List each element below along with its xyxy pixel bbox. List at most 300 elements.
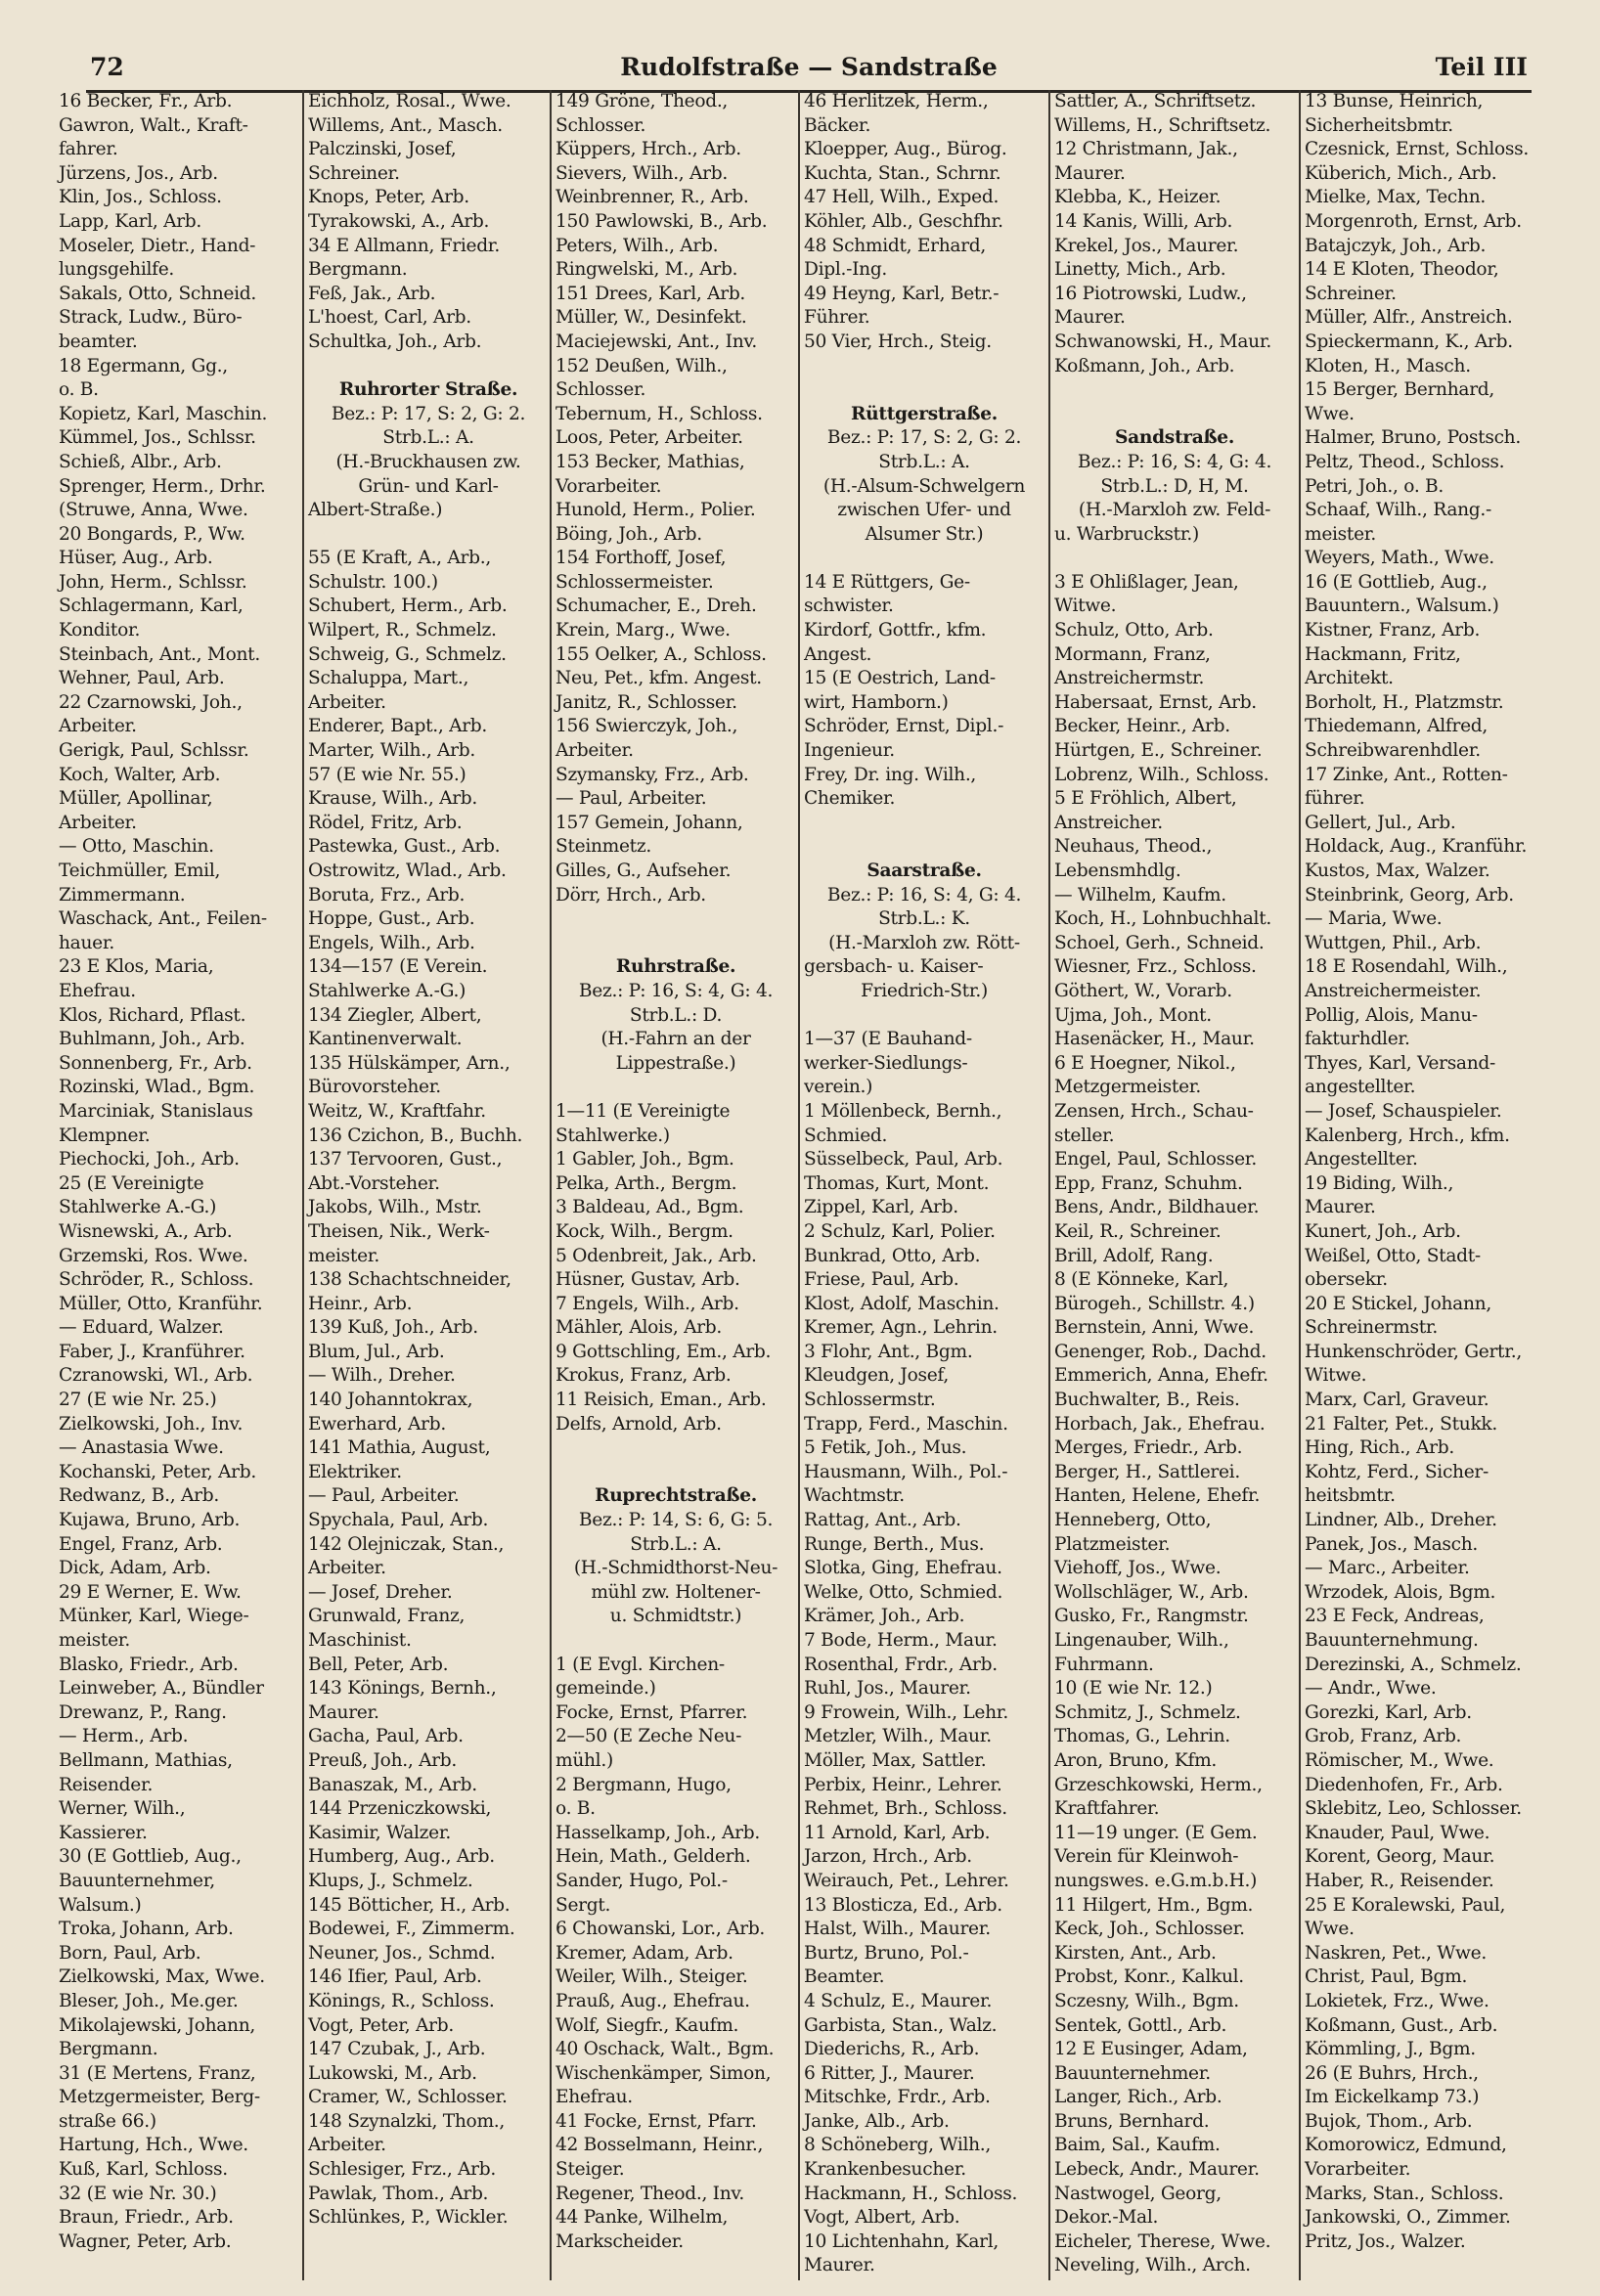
directory-entry: 144 Przeniczkowski, bbox=[308, 1798, 492, 1820]
directory-entry: Schlosser. bbox=[556, 379, 646, 401]
directory-entry: Banaszak, M., Arb. bbox=[308, 1774, 477, 1795]
directory-entry: Heinr., Arb. bbox=[308, 1293, 413, 1314]
directory-entry: Teichmüller, Emil, bbox=[59, 861, 221, 881]
directory-entry: Moseler, Dietr., Hand- bbox=[59, 235, 256, 256]
directory-entry: Regener, Theod., Inv. bbox=[556, 2183, 744, 2204]
directory-entry: 20 Bongards, P., Ww. bbox=[59, 523, 245, 545]
directory-entry: 47 Hell, Wilh., Exped. bbox=[804, 187, 1000, 208]
directory-entry: Wolf, Siegfr., Kaufm. bbox=[556, 2014, 739, 2036]
directory-entry: Mielke, Max, Techn. bbox=[1305, 187, 1486, 208]
directory-entry bbox=[800, 812, 1048, 836]
directory-entry: Krankenbesucher. bbox=[804, 2159, 966, 2181]
directory-entry: Kock, Wilh., Bergm. bbox=[556, 1220, 733, 1242]
directory-entry: 4 Schulz, E., Maurer. bbox=[804, 1990, 993, 2011]
directory-entry: Maurer. bbox=[1305, 1197, 1376, 1218]
directory-entry: Rozinski, Wlad., Bgm. bbox=[59, 1077, 255, 1098]
directory-entry: 19 Biding, Wilh., bbox=[1305, 1172, 1454, 1194]
street-info: (H.-Bruckhausen zw. bbox=[335, 451, 521, 472]
column-3 bbox=[550, 90, 800, 2280]
directory-entry: Hoppe, Gust., Arb. bbox=[308, 908, 475, 930]
directory-entry: steller. bbox=[1054, 1125, 1115, 1146]
directory-entry: Chemiker. bbox=[804, 788, 896, 810]
directory-entry: Slotka, Ging, Ehefrau. bbox=[804, 1558, 1002, 1579]
directory-entry: gemeinde.) bbox=[556, 1678, 656, 1700]
directory-entry: 6 E Hoegner, Nikol., bbox=[1054, 1052, 1236, 1074]
directory-entry: Kirsten, Ant., Arb. bbox=[1054, 1942, 1217, 1964]
directory-entry bbox=[800, 355, 1048, 379]
directory-entry: Kohtz, Ferd., Sicher- bbox=[1305, 1461, 1489, 1482]
directory-entry: Jakobs, Wilh., Mstr. bbox=[308, 1197, 482, 1218]
directory-entry bbox=[800, 835, 1048, 860]
directory-entry: Kochanski, Peter, Arb. bbox=[59, 1461, 256, 1482]
column-1 bbox=[55, 90, 303, 2280]
directory-entry: Weitz, W., Kraftfahr. bbox=[308, 1100, 486, 1122]
directory-entry: Vogt, Albert, Arb. bbox=[804, 2207, 960, 2229]
street-info: (H.-Marxloh zw. Rött- bbox=[828, 932, 1020, 953]
directory-entry: Lobrenz, Wilh., Schloss. bbox=[1054, 764, 1269, 785]
directory-entry: Ringwelski, M., Arb. bbox=[556, 259, 738, 281]
directory-entry: Witwe. bbox=[1054, 596, 1117, 617]
directory-entry: Schreiner. bbox=[1305, 283, 1397, 304]
street-info: Grün- und Karl- bbox=[358, 475, 499, 497]
directory-entry: 14 E Rüttgers, Ge- bbox=[804, 571, 970, 593]
directory-entry: Dipl.-Ing. bbox=[804, 259, 888, 281]
directory-entry: Markscheider. bbox=[556, 2230, 684, 2252]
directory-entry: Frey, Dr. ing. Wilh., bbox=[804, 764, 977, 785]
directory-entry: Humberg, Aug., Arb. bbox=[308, 1846, 495, 1868]
directory-entry: Rehmet, Brh., Schloss. bbox=[804, 1798, 1007, 1820]
directory-entry: Schreibwarenhdler. bbox=[1305, 740, 1481, 762]
directory-entry: Thiedemann, Alfred, bbox=[1305, 716, 1488, 737]
directory-entry: Kassierer. bbox=[59, 1822, 148, 1843]
directory-entry: 136 Czichon, B., Buchh. bbox=[308, 1125, 523, 1146]
directory-entry: Koßmann, Gust., Arb. bbox=[1305, 2014, 1498, 2036]
directory-entry: 135 Hülskämper, Arn., bbox=[308, 1052, 511, 1074]
directory-entry: Blasko, Friedr., Arb. bbox=[59, 1654, 239, 1675]
directory-entry: Möller, Max, Sattler. bbox=[804, 1749, 987, 1771]
directory-entry: Hing, Rich., Arb. bbox=[1305, 1437, 1454, 1459]
directory-entry: Wisnewski, A., Arb. bbox=[59, 1220, 233, 1242]
directory-entry: Brill, Adolf, Rang. bbox=[1054, 1245, 1214, 1266]
directory-entry: 15 Berger, Bernhard, bbox=[1305, 379, 1494, 401]
directory-entry: Burtz, Bruno, Pol.- bbox=[804, 1942, 969, 1964]
directory-entry: Metzgermeister, Berg- bbox=[59, 2087, 260, 2108]
directory-entry: Arbeiter. bbox=[59, 812, 137, 833]
directory-entry: Ehefrau. bbox=[556, 2087, 633, 2108]
street-info: (H.-Alsum-Schwelgern bbox=[822, 475, 1026, 497]
directory-entry: Kistner, Franz, Arb. bbox=[1305, 620, 1481, 641]
directory-entry: 14 Kanis, Willi, Arb. bbox=[1054, 210, 1233, 232]
directory-entry: Hausmann, Wilh., Pol.- bbox=[804, 1461, 1008, 1482]
directory-entry: Eicheler, Therese, Wwe. bbox=[1054, 2230, 1271, 2252]
directory-entry: 18 Egermann, Gg., bbox=[59, 355, 228, 376]
directory-entry: 29 E Werner, E. Ww. bbox=[59, 1581, 242, 1603]
directory-entry: — Marc., Arbeiter. bbox=[1305, 1558, 1470, 1579]
directory-entry: Klos, Richard, Pflast. bbox=[59, 1004, 246, 1026]
directory-entry: 40 Oschack, Walt., Bgm. bbox=[556, 2039, 775, 2060]
directory-entry: Hackmann, H., Schloss. bbox=[804, 2183, 1018, 2204]
directory-entry: Spieckermann, K., Arb. bbox=[1305, 331, 1513, 352]
directory-entry: Steinmetz. bbox=[556, 836, 651, 858]
directory-entry: meister. bbox=[59, 1630, 130, 1651]
directory-entry: Angestellter. bbox=[1305, 1149, 1418, 1170]
directory-entry: Bürovorsteher. bbox=[308, 1077, 441, 1098]
directory-entry: meister. bbox=[1305, 523, 1376, 545]
directory-entry: Weirauch, Pet., Lehrer. bbox=[804, 1870, 1009, 1891]
directory-entry: Kirdorf, Gottfr., kfm. bbox=[804, 620, 987, 641]
directory-entry: 150 Pawlowski, B., Arb. bbox=[556, 210, 768, 232]
directory-entry: 13 Bunse, Heinrich, bbox=[1305, 91, 1484, 111]
directory-entry: John, Herm., Schlssr. bbox=[59, 571, 247, 593]
directory-entry: Kalenberg, Hrch., kfm. bbox=[1305, 1125, 1510, 1146]
directory-entry: Naskren, Pet., Wwe. bbox=[1305, 1942, 1487, 1964]
street-info: (H.-Schmidthorst-Neu- bbox=[573, 1558, 778, 1579]
directory-entry bbox=[552, 932, 800, 956]
directory-entry: Pastewka, Gust., Arb. bbox=[308, 836, 501, 858]
directory-entry: Grzeschkowski, Herm., bbox=[1054, 1774, 1263, 1795]
directory-entry: 34 E Allmann, Friedr. bbox=[308, 235, 500, 256]
street-info: Strb.L.: A. bbox=[630, 1533, 722, 1555]
directory-entry: Kuß, Karl, Schloss. bbox=[59, 2159, 228, 2181]
directory-entry: Steinbrink, Georg, Arb. bbox=[1305, 884, 1514, 905]
directory-entry: Schulstr. 100.) bbox=[308, 571, 438, 593]
directory-entry: Grunwald, Franz, bbox=[308, 1606, 466, 1627]
directory-entry: 6 Ritter, J., Maurer. bbox=[804, 2062, 975, 2084]
directory-entry: 30 (E Gottlieb, Aug., bbox=[59, 1846, 242, 1868]
directory-entry: 1 Möllenbeck, Bernh., bbox=[804, 1100, 1002, 1122]
street-info: Friedrich-Str.) bbox=[861, 980, 988, 1001]
directory-entry: Schlossermeister. bbox=[556, 571, 714, 593]
directory-entry: 11 Arnold, Karl, Arb. bbox=[804, 1822, 991, 1843]
directory-entry: Gellert, Jul., Arb. bbox=[1305, 812, 1456, 833]
directory-entry: u. Warbruckstr.) bbox=[1054, 523, 1199, 545]
directory-entry: Hunold, Herm., Polier. bbox=[556, 500, 756, 521]
directory-entry: Wollschläger, W., Arb. bbox=[1054, 1581, 1249, 1603]
directory-entry: Wachtmstr. bbox=[804, 1485, 905, 1507]
directory-entry: 57 (E wie Nr. 55.) bbox=[308, 764, 467, 785]
directory-entry: Hasenäcker, H., Maur. bbox=[1054, 1029, 1255, 1050]
directory-entry: Kustos, Max, Walzer. bbox=[1305, 861, 1490, 881]
directory-entry: Janke, Alb., Arb. bbox=[804, 2110, 950, 2132]
directory-entry: Palczinski, Josef, bbox=[308, 139, 457, 160]
directory-entry: Boruta, Frz., Arb. bbox=[308, 884, 466, 905]
directory-entry: Reisender. bbox=[59, 1774, 154, 1795]
directory-entry: 155 Oelker, A., Schloss. bbox=[556, 643, 767, 665]
directory-entry: Maurer. bbox=[804, 2255, 875, 2276]
directory-entry: 154 Forthoff, Josef, bbox=[556, 548, 727, 569]
directory-entry: Langer, Rich., Arb. bbox=[1054, 2087, 1222, 2108]
street-info: (H.-Fahrn an der bbox=[600, 1029, 751, 1050]
directory-entry: 134 Ziegler, Albert, bbox=[308, 1004, 482, 1026]
street-info: Bez.: P: 14, S: 6, G: 5. bbox=[578, 1510, 774, 1531]
directory-entry: 5 Fetik, Joh., Mus. bbox=[804, 1437, 967, 1459]
directory-entry: Tebernum, H., Schloss. bbox=[556, 403, 763, 424]
directory-entry: hauer. bbox=[59, 932, 114, 953]
section-label: Teil III bbox=[1435, 53, 1528, 81]
directory-entry: Zielkowski, Max, Wwe. bbox=[59, 1966, 265, 1988]
directory-entry: Ruhl, Jos., Maurer. bbox=[804, 1678, 971, 1700]
directory-entry: Krein, Marg., Wwe. bbox=[556, 620, 731, 641]
directory-entry: Rödel, Fritz, Arb. bbox=[308, 812, 463, 833]
directory-entry: Schlagermann, Karl, bbox=[59, 596, 244, 617]
directory-entry: Anstreicher. bbox=[1054, 812, 1163, 833]
directory-entry: 27 (E wie Nr. 25.) bbox=[59, 1390, 217, 1411]
directory-entry: Klebba, K., Heizer. bbox=[1054, 187, 1222, 208]
directory-entry: Eichholz, Rosal., Wwe. bbox=[308, 91, 511, 111]
directory-entry: Redwanz, B., Arb. bbox=[59, 1485, 219, 1507]
directory-entry: Vogt, Peter, Arb. bbox=[308, 2014, 454, 2036]
directory-entry: Schröder, R., Schloss. bbox=[59, 1269, 254, 1291]
directory-entry: 20 E Stickel, Johann, bbox=[1305, 1293, 1491, 1314]
directory-entry: Hanten, Helene, Ehefr. bbox=[1054, 1485, 1261, 1507]
directory-entry: Sentek, Gottl., Arb. bbox=[1054, 2014, 1227, 2036]
directory-entry: Loos, Peter, Arbeiter. bbox=[556, 427, 743, 449]
directory-entry: Maciejewski, Ant., Inv. bbox=[556, 331, 757, 352]
directory-entry: Lingenauber, Wilh., bbox=[1054, 1630, 1229, 1651]
directory-entry: Thomas, G., Lehrin. bbox=[1054, 1726, 1230, 1747]
directory-entry: mühl.) bbox=[556, 1749, 613, 1771]
directory-entry: Abt.-Vorsteher. bbox=[308, 1172, 440, 1194]
directory-entry: Zensen, Hrch., Schau- bbox=[1054, 1100, 1254, 1122]
directory-entry: heitsbmtr. bbox=[1305, 1485, 1396, 1507]
directory-entry: Bergmann. bbox=[308, 259, 408, 281]
directory-entry: Sicherheitsbmtr. bbox=[1305, 114, 1453, 136]
directory-entry bbox=[552, 1436, 800, 1461]
directory-entry: 142 Olejniczak, Stan., bbox=[308, 1533, 505, 1555]
directory-entry: 23 E Klos, Maria, bbox=[59, 956, 214, 978]
directory-entry: Neveling, Wilh., Arch. bbox=[1054, 2255, 1251, 2276]
directory-entry bbox=[1050, 403, 1299, 427]
directory-entry: Walsum.) bbox=[59, 1894, 142, 1916]
directory-entry: Bens, Andr., Bildhauer. bbox=[1054, 1197, 1260, 1218]
directory-entry bbox=[800, 378, 1048, 403]
street-info: Strb.L.: K. bbox=[878, 908, 970, 930]
directory-entry: Koch, Walter, Arb. bbox=[59, 764, 221, 785]
directory-entry: Böing, Joh., Arb. bbox=[556, 523, 702, 545]
directory-entry: Führer. bbox=[804, 307, 870, 329]
directory-entry: lungsgehilfe. bbox=[59, 259, 175, 281]
directory-entry: Viehoff, Jos., Wwe. bbox=[1054, 1558, 1222, 1579]
directory-entry: Bellmann, Mathias, bbox=[59, 1749, 233, 1771]
directory-entry: Sattler, A., Schriftsetz. bbox=[1054, 91, 1257, 111]
page-title: Rudolfstraße — Sandstraße bbox=[620, 53, 998, 81]
directory-entry: Bodewei, F., Zimmerm. bbox=[308, 1919, 515, 1940]
directory-entry: Spychala, Paul, Arb. bbox=[308, 1510, 489, 1531]
directory-entry: Maurer. bbox=[1054, 162, 1126, 184]
directory-entry: Christ, Paul, Bgm. bbox=[1305, 1966, 1468, 1988]
directory-entry: Keck, Joh., Schlosser. bbox=[1054, 1919, 1245, 1940]
street-info: u. Schmidtstr.) bbox=[609, 1606, 742, 1627]
directory-entry: Schoel, Gerh., Schneid. bbox=[1054, 932, 1265, 953]
directory-entry: Weiler, Wilh., Steiger. bbox=[556, 1966, 748, 1988]
directory-entry: Piechocki, Joh., Arb. bbox=[59, 1149, 240, 1170]
directory-entry: Arbeiter. bbox=[308, 691, 386, 713]
directory-entry: — Wilh., Dreher. bbox=[308, 1365, 456, 1387]
directory-entry: Schlosser. bbox=[556, 114, 646, 136]
directory-entry: 10 (E wie Nr. 12.) bbox=[1054, 1678, 1213, 1700]
directory-entry: Marks, Stan., Schloss. bbox=[1305, 2183, 1504, 2204]
directory-entry: Halst, Wilh., Maurer. bbox=[804, 1919, 991, 1940]
directory-entry: Hüser, Aug., Arb. bbox=[59, 548, 213, 569]
directory-entry: Weißel, Otto, Stadt- bbox=[1305, 1245, 1481, 1266]
directory-entry: Emmerich, Anna, Ehefr. bbox=[1054, 1365, 1268, 1387]
directory-entry bbox=[304, 523, 553, 548]
directory-entry: Engel, Franz, Arb. bbox=[59, 1533, 223, 1555]
directory-entry: Münker, Karl, Wiege- bbox=[59, 1606, 249, 1627]
directory-entry: Pritz, Jos., Walzer. bbox=[1305, 2230, 1466, 2252]
directory-entry: Werner, Wilh., bbox=[59, 1798, 186, 1820]
directory-entry: 10 Lichtenhahn, Karl, bbox=[804, 2230, 999, 2252]
directory-entry: 13 Blosticza, Ed., Arb. bbox=[804, 1894, 1002, 1916]
directory-entry: Anstreichermeister. bbox=[1305, 980, 1482, 1001]
directory-entry: — Herm., Arb. bbox=[59, 1726, 189, 1747]
directory-entry: Bunkrad, Otto, Arb. bbox=[804, 1245, 981, 1266]
directory-entry: Bleser, Joh., Me.ger. bbox=[59, 1990, 239, 2011]
directory-entry: Nastwogel, Georg, bbox=[1054, 2183, 1222, 2204]
directory-entry: Thyes, Karl, Versand- bbox=[1305, 1052, 1495, 1074]
directory-entry: Wrzodek, Alois, Bgm. bbox=[1305, 1581, 1496, 1603]
directory-entry: — Otto, Maschin. bbox=[59, 836, 214, 858]
directory-entry: Schubert, Herm., Arb. bbox=[308, 596, 508, 617]
directory-entry: Stahlwerke A.-G.) bbox=[308, 980, 467, 1001]
directory-entry: Kömmling, J., Bgm. bbox=[1305, 2039, 1476, 2060]
directory-entry: 1 (E Evgl. Kirchen- bbox=[556, 1654, 725, 1675]
page-header bbox=[86, 49, 1532, 93]
directory-entry: Schlünkes, P., Wickler. bbox=[308, 2207, 509, 2229]
directory-entry bbox=[1050, 378, 1299, 403]
directory-entry: Kremer, Agn., Lehrin. bbox=[804, 1317, 998, 1339]
directory-entry: Faber, J., Kranführer. bbox=[59, 1341, 245, 1362]
directory-entry: Hein, Math., Gelderh. bbox=[556, 1846, 751, 1868]
directory-entry: gersbach- u. Kaiser- bbox=[804, 956, 984, 978]
directory-entry: 9 Gottschling, Em., Arb. bbox=[556, 1341, 772, 1362]
directory-entry: Enderer, Bapt., Arb. bbox=[308, 716, 487, 737]
directory-entry: Aron, Bruno, Kfm. bbox=[1054, 1749, 1218, 1771]
directory-entry: 11 Hilgert, Hm., Bgm. bbox=[1054, 1894, 1254, 1916]
directory-entry: fahrer. bbox=[59, 139, 118, 160]
directory-entry: Könings, R., Schloss. bbox=[308, 1990, 495, 2011]
directory-entry: (Struwe, Anna, Wwe. bbox=[59, 500, 248, 521]
directory-entry: 146 Ifier, Paul, Arb. bbox=[308, 1966, 482, 1988]
directory-entry: 11—19 unger. (E Gem. bbox=[1054, 1822, 1258, 1843]
directory-entry: Stahlwerke.) bbox=[556, 1125, 670, 1146]
directory-entry: fakturhdler. bbox=[1305, 1029, 1410, 1050]
directory-entry: 8 Schöneberg, Wilh., bbox=[804, 2135, 992, 2156]
directory-entry: Gacha, Paul, Arb. bbox=[308, 1726, 464, 1747]
directory-entry: 41 Focke, Ernst, Pfarr. bbox=[556, 2110, 757, 2132]
directory-entry: Drewanz, P., Rang. bbox=[59, 1701, 227, 1723]
directory-entry bbox=[552, 907, 800, 932]
directory-entry: Klempner. bbox=[59, 1125, 151, 1146]
column-2 bbox=[302, 90, 553, 2280]
directory-entry: Schulz, Otto, Arb. bbox=[1054, 620, 1214, 641]
directory-entry: Prauß, Aug., Ehefrau. bbox=[556, 1990, 750, 2011]
directory-entry: Wiesner, Frz., Schloss. bbox=[1054, 956, 1257, 978]
directory-entry: Metzler, Wilh., Maur. bbox=[804, 1726, 992, 1747]
directory-entry: Diederichs, R., Arb. bbox=[804, 2039, 980, 2060]
directory-entry: Sczesny, Wilh., Bgm. bbox=[1054, 1990, 1239, 2011]
directory-entry: Kopietz, Karl, Maschin. bbox=[59, 403, 268, 424]
directory-entry: Küppers, Hrch., Arb. bbox=[556, 139, 741, 160]
directory-entry: Weinbrenner, R., Arb. bbox=[556, 187, 749, 208]
directory-entry: 145 Bötticher, H., Arb. bbox=[308, 1894, 511, 1916]
directory-entry: Schwanowski, H., Maur. bbox=[1054, 331, 1271, 352]
directory-entry: Linetty, Mich., Arb. bbox=[1054, 259, 1226, 281]
directory-entry: Perbix, Heinr., Lehrer. bbox=[804, 1774, 1002, 1795]
directory-entry: Hüsner, Gustav, Arb. bbox=[556, 1269, 740, 1291]
directory-entry: 12 Christmann, Jak., bbox=[1054, 139, 1238, 160]
directory-entry: Anstreichermstr. bbox=[1054, 668, 1205, 689]
directory-entry: Sergt. bbox=[556, 1894, 611, 1916]
directory-entry: Wehner, Paul, Arb. bbox=[59, 668, 225, 689]
directory-entry: Schaaf, Wilh., Rang.- bbox=[1305, 500, 1492, 521]
directory-entry: Hürtgen, E., Schreiner. bbox=[1054, 740, 1263, 762]
directory-entry: Willems, Ant., Masch. bbox=[308, 114, 503, 136]
directory-entry: Becker, Heinr., Arb. bbox=[1054, 716, 1230, 737]
street-info: Strb.L.: D. bbox=[629, 1004, 723, 1026]
directory-entry: 2 Bergmann, Hugo, bbox=[556, 1774, 732, 1795]
directory-entry: Braun, Friedr., Arb. bbox=[59, 2207, 234, 2229]
directory-entry: Focke, Ernst, Pfarrer. bbox=[556, 1701, 748, 1723]
directory-entry: 6 Chowanski, Lor., Arb. bbox=[556, 1919, 766, 1940]
street-info: (H.-Marxloh zw. Feld- bbox=[1078, 500, 1271, 521]
directory-entry: Neuner, Jos., Schmd. bbox=[308, 1942, 496, 1964]
directory-entry: 138 Schachtschneider, bbox=[308, 1269, 511, 1291]
page-number: 72 bbox=[90, 53, 124, 81]
directory-entry: Kümmel, Jos., Schlssr. bbox=[59, 427, 256, 449]
directory-entry: Koch, H., Lohnbuchhalt. bbox=[1054, 908, 1271, 930]
directory-entry: Gawron, Walt., Kraft- bbox=[59, 114, 248, 136]
directory-entry: 46 Herlitzek, Herm., bbox=[804, 91, 989, 111]
directory-entry: Dörr, Hrch., Arb. bbox=[556, 884, 706, 905]
directory-entry: Thomas, Kurt, Mont. bbox=[804, 1172, 990, 1194]
directory-entry: Albert-Straße.) bbox=[308, 500, 443, 521]
directory-entry: Ehefrau. bbox=[59, 980, 136, 1001]
directory-entry: Lebeck, Andr., Maurer. bbox=[1054, 2159, 1260, 2181]
directory-entry: Beamter. bbox=[804, 1966, 885, 1988]
street-info: Lippestraße.) bbox=[615, 1052, 736, 1074]
directory-entry: Theisen, Nik., Werk- bbox=[308, 1220, 490, 1242]
directory-entry bbox=[552, 1461, 800, 1485]
directory-entry: Schaluppa, Mart., bbox=[308, 668, 469, 689]
street-heading: Ruhrstraße. bbox=[615, 956, 736, 978]
directory-entry: 44 Panke, Wilhelm, bbox=[556, 2207, 729, 2229]
directory-entry: Krekel, Jos., Maurer. bbox=[1054, 235, 1239, 256]
directory-entry: Korent, Georg, Maur. bbox=[1305, 1846, 1495, 1868]
directory-entry: Halmer, Bruno, Postsch. bbox=[1305, 427, 1521, 449]
directory-entry: 31 (E Mertens, Franz, bbox=[59, 2062, 256, 2084]
directory-entry: Born, Paul, Arb. bbox=[59, 1942, 201, 1964]
directory-entry: Runge, Berth., Mus. bbox=[804, 1533, 985, 1555]
directory-entry: Schreinermstr. bbox=[1305, 1317, 1439, 1339]
directory-entry: 21 Falter, Pet., Stukk. bbox=[1305, 1413, 1497, 1435]
directory-entry: Rosenthal, Frdr., Arb. bbox=[804, 1654, 998, 1675]
directory-entry: — Josef, Schauspieler. bbox=[1305, 1100, 1502, 1122]
directory-entry: Kunert, Joh., Arb. bbox=[1305, 1220, 1461, 1242]
directory-entry: — Paul, Arbeiter. bbox=[308, 1485, 460, 1507]
directory-entry: 55 (E Kraft, A., Arb., bbox=[308, 548, 491, 569]
directory-entry: 16 Piotrowski, Ludw., bbox=[1054, 283, 1247, 304]
directory-entry: 23 E Feck, Andreas, bbox=[1305, 1606, 1485, 1627]
directory-entry: Pelka, Arth., Bergm. bbox=[556, 1172, 737, 1194]
directory-entry: Dick, Adam, Arb. bbox=[59, 1558, 211, 1579]
street-info: Bez.: P: 16, S: 4, G: 4. bbox=[826, 884, 1022, 905]
directory-entry: 148 Szynalzki, Thom., bbox=[308, 2110, 506, 2132]
directory-entry: Bauunternehmer. bbox=[1054, 2062, 1211, 2084]
directory-entry: Derezinski, A., Schmelz. bbox=[1305, 1654, 1522, 1675]
directory-entry: Krokus, Franz, Arb. bbox=[556, 1365, 732, 1387]
directory-entry: nungswes. e.G.m.b.H.) bbox=[1054, 1870, 1258, 1891]
